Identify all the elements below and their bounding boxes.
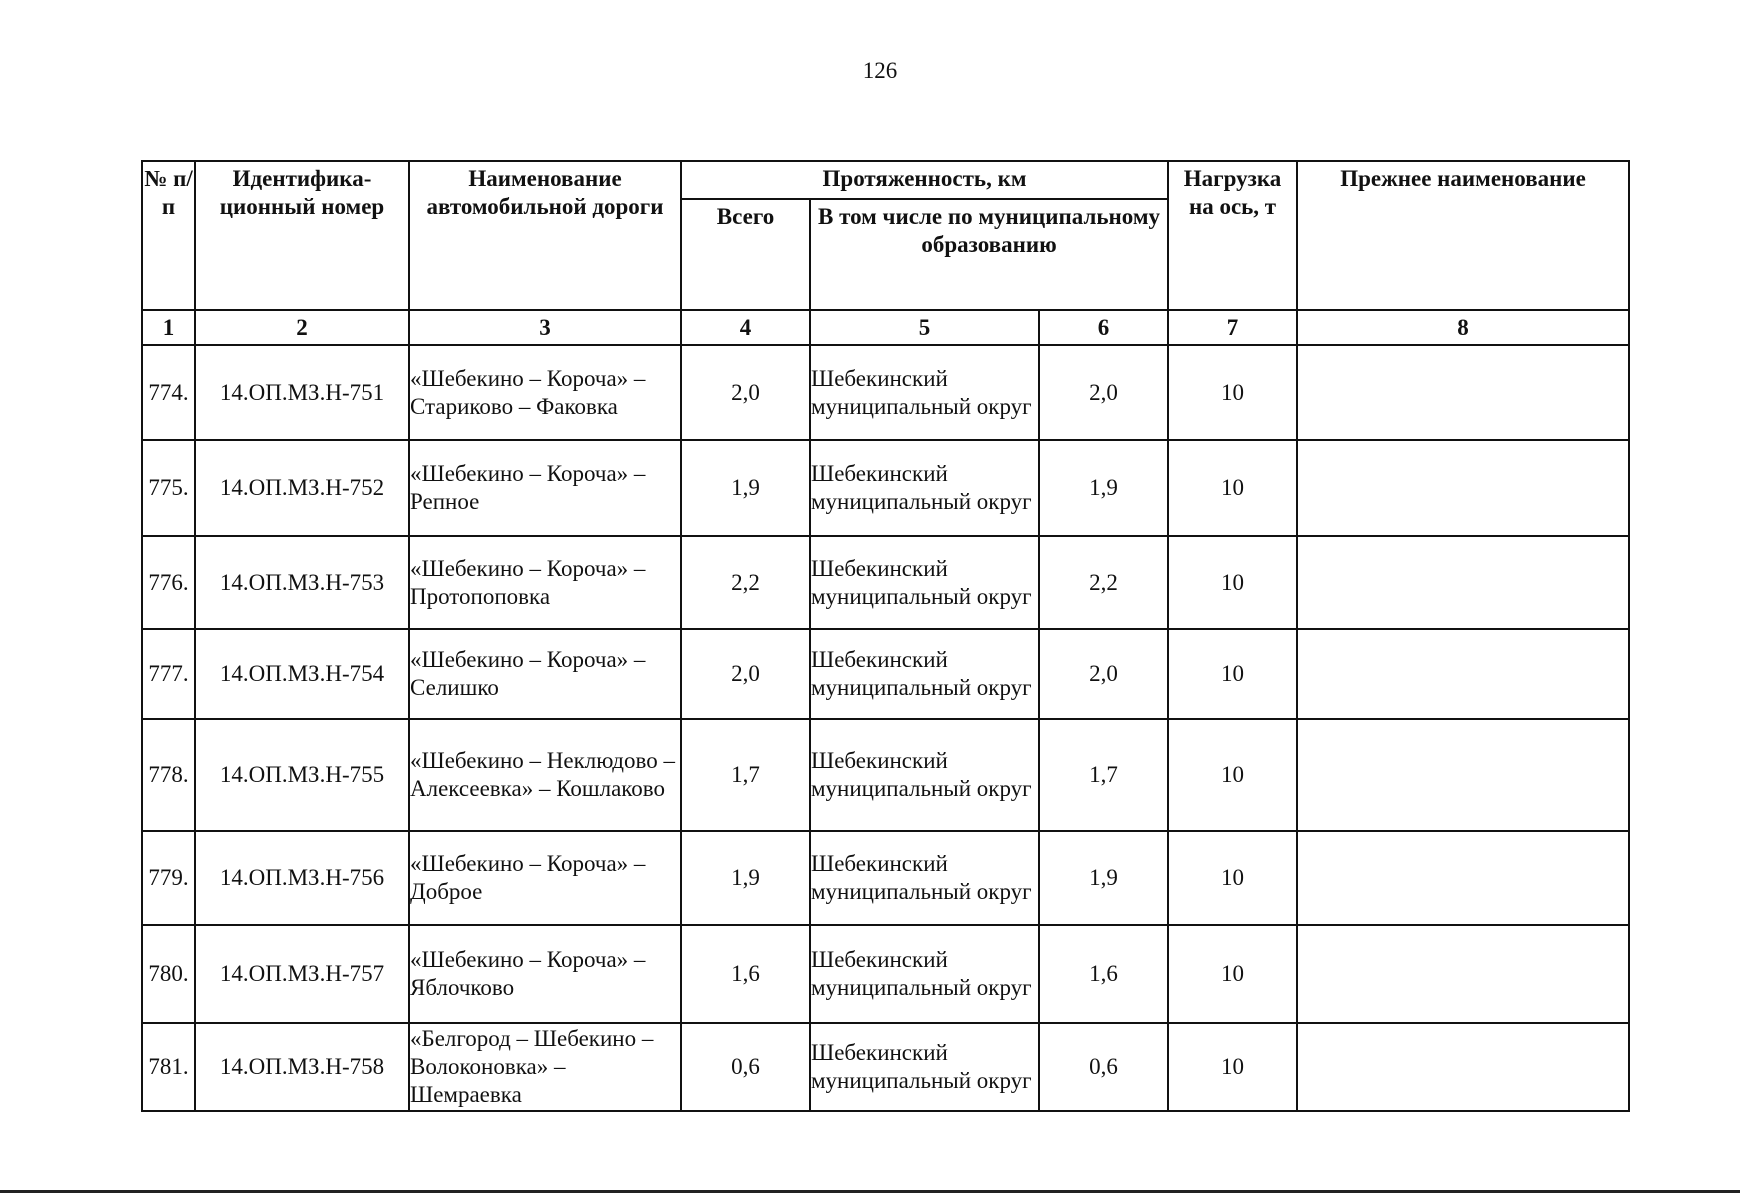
cell-municipality-length: 2,0: [1039, 345, 1168, 440]
cell-no: 777.: [142, 629, 195, 719]
cell-total-length: 0,6: [681, 1023, 810, 1111]
cell-former-name: [1297, 1023, 1629, 1111]
cell-road-name: «Шебекино – Короча» – Селишко: [409, 629, 681, 719]
cell-no: 776.: [142, 536, 195, 629]
header-former-name: Прежнее наименование: [1297, 161, 1629, 310]
column-number: 2: [195, 310, 409, 345]
cell-axle-load: 10: [1168, 345, 1297, 440]
cell-former-name: [1297, 719, 1629, 831]
cell-axle-load: 10: [1168, 629, 1297, 719]
cell-municipality: Шебекинский муниципальный округ: [810, 1023, 1039, 1111]
cell-road-name: «Шебекино – Короча» – Протопоповка: [409, 536, 681, 629]
table-row: [142, 719, 1629, 831]
cell-municipality-length: 2,0: [1039, 629, 1168, 719]
table-row: [142, 440, 1629, 536]
header-no: № п/п: [142, 161, 195, 310]
cell-municipality-length: 1,6: [1039, 925, 1168, 1023]
header-length: Протяженность, км: [681, 161, 1168, 199]
cell-former-name: [1297, 345, 1629, 440]
cell-municipality-length: 2,2: [1039, 536, 1168, 629]
cell-municipality: Шебекинский муниципальный округ: [810, 345, 1039, 440]
column-number: 7: [1168, 310, 1297, 345]
cell-former-name: [1297, 536, 1629, 629]
cell-total-length: 2,0: [681, 629, 810, 719]
cell-municipality: Шебекинский муниципальный округ: [810, 719, 1039, 831]
cell-municipality: Шебекинский муниципальный округ: [810, 925, 1039, 1023]
cell-municipality-length: 1,9: [1039, 440, 1168, 536]
header-id: Идентифика-ционный номер: [195, 161, 409, 310]
cell-municipality: Шебекинский муниципальный округ: [810, 831, 1039, 925]
cell-axle-load: 10: [1168, 925, 1297, 1023]
table-row: [142, 536, 1629, 629]
cell-road-name: «Шебекино – Короча» – Доброе: [409, 831, 681, 925]
cell-total-length: 1,7: [681, 719, 810, 831]
cell-former-name: [1297, 629, 1629, 719]
cell-municipality: Шебекинский муниципальный округ: [810, 629, 1039, 719]
cell-municipality-length: 1,9: [1039, 831, 1168, 925]
cell-no: 775.: [142, 440, 195, 536]
cell-road-name: «Шебекино – Короча» – Яблочково: [409, 925, 681, 1023]
header-total: Всего: [681, 199, 810, 310]
page-number: 126: [862, 58, 898, 83]
cell-municipality-length: 1,7: [1039, 719, 1168, 831]
header-name: Наименование автомобильной дороги: [409, 161, 681, 310]
cell-id: 14.ОП.МЗ.Н-758: [195, 1023, 409, 1111]
cell-id: 14.ОП.МЗ.Н-756: [195, 831, 409, 925]
cell-total-length: 2,0: [681, 345, 810, 440]
cell-no: 778.: [142, 719, 195, 831]
cell-former-name: [1297, 440, 1629, 536]
cell-id: 14.ОП.МЗ.Н-757: [195, 925, 409, 1023]
cell-axle-load: 10: [1168, 536, 1297, 629]
cell-no: 774.: [142, 345, 195, 440]
cell-road-name: «Шебекино – Короча» – Репное: [409, 440, 681, 536]
cell-no: 779.: [142, 831, 195, 925]
cell-municipality: Шебекинский муниципальный округ: [810, 536, 1039, 629]
cell-total-length: 1,9: [681, 440, 810, 536]
cell-total-length: 1,9: [681, 831, 810, 925]
header-row: [142, 161, 1629, 199]
cell-total-length: 1,6: [681, 925, 810, 1023]
column-number: 1: [142, 310, 195, 345]
roads-table: [141, 160, 1630, 1112]
header-including: В том числе по муниципальному образованию: [810, 199, 1168, 310]
cell-no: 781.: [142, 1023, 195, 1111]
cell-road-name: «Шебекино – Короча» – Стариково – Факовка: [409, 345, 681, 440]
column-number: 5: [810, 310, 1039, 345]
column-number-row: [142, 310, 1629, 345]
cell-axle-load: 10: [1168, 1023, 1297, 1111]
cell-road-name: «Белгород – Шебекино – Волоконовка» – Шемраевка: [409, 1023, 681, 1111]
table-row: [142, 1023, 1629, 1111]
cell-no: 780.: [142, 925, 195, 1023]
header-load: Нагрузка на ось, т: [1168, 161, 1297, 310]
cell-municipality: Шебекинский муниципальный округ: [810, 440, 1039, 536]
column-number: 4: [681, 310, 810, 345]
cell-municipality-length: 0,6: [1039, 1023, 1168, 1111]
table-row: [142, 925, 1629, 1023]
cell-id: 14.ОП.МЗ.Н-755: [195, 719, 409, 831]
cell-road-name: «Шебекино – Неклюдово – Алексеевка» – Кошлаково: [409, 719, 681, 831]
bottom-divider: [0, 1190, 1740, 1193]
column-number: 3: [409, 310, 681, 345]
cell-axle-load: 10: [1168, 440, 1297, 536]
column-number: 6: [1039, 310, 1168, 345]
cell-id: 14.ОП.МЗ.Н-752: [195, 440, 409, 536]
cell-axle-load: 10: [1168, 831, 1297, 925]
cell-id: 14.ОП.МЗ.Н-754: [195, 629, 409, 719]
table-row: [142, 629, 1629, 719]
cell-former-name: [1297, 831, 1629, 925]
table-row: [142, 831, 1629, 925]
cell-axle-load: 10: [1168, 719, 1297, 831]
cell-id: 14.ОП.МЗ.Н-753: [195, 536, 409, 629]
table-row: [142, 345, 1629, 440]
cell-total-length: 2,2: [681, 536, 810, 629]
cell-former-name: [1297, 925, 1629, 1023]
cell-id: 14.ОП.МЗ.Н-751: [195, 345, 409, 440]
column-number: 8: [1297, 310, 1629, 345]
